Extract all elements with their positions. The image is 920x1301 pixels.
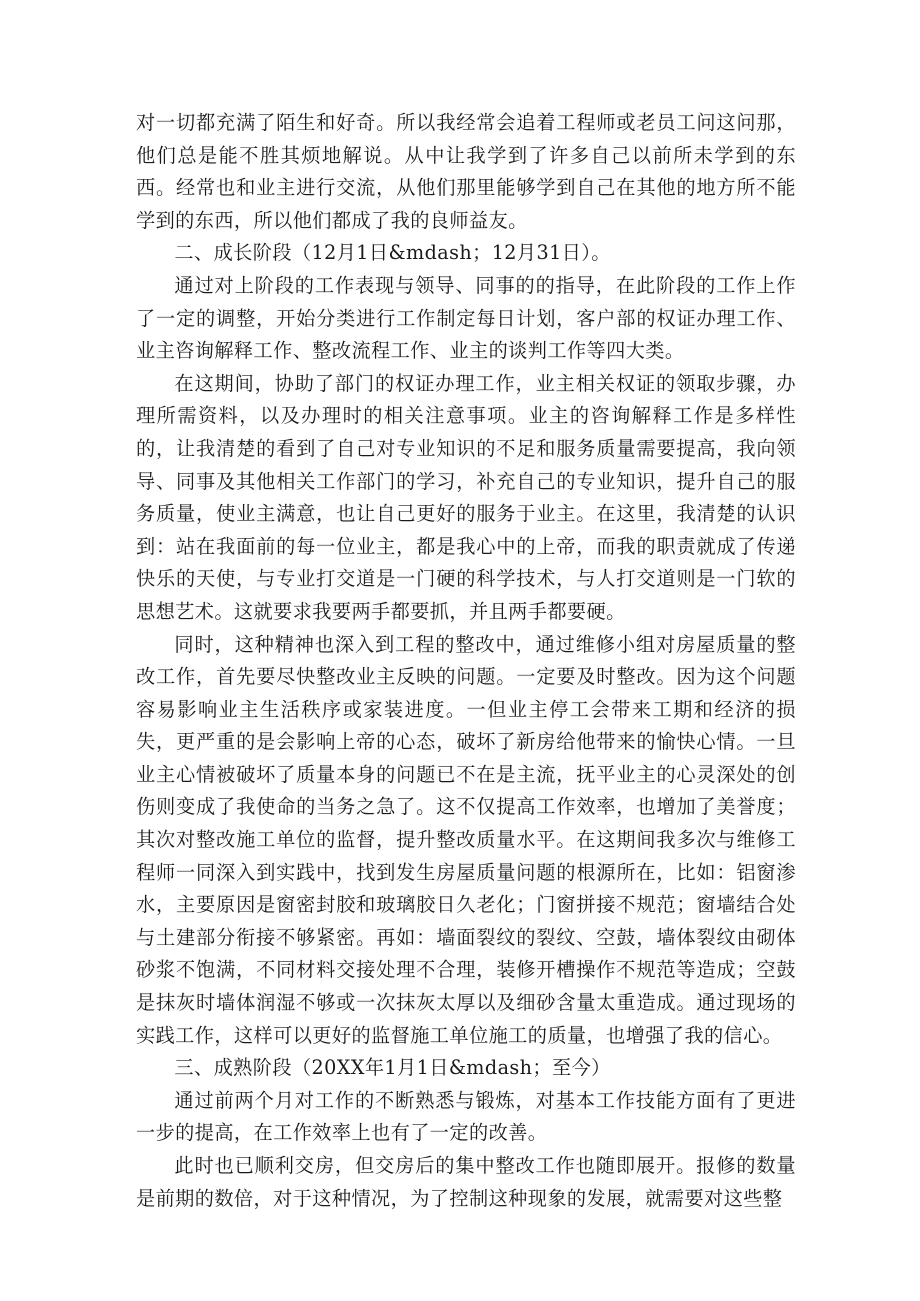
section-heading-mature-stage: 三、成熟阶段（20XX年1月1日&mdash；至今） <box>174 1056 611 1080</box>
paragraph: 在这期间，协助了部门的权证办理工作，业主相关权证的领取步骤，办理所需资料，以及办理时的相关注意事项。业主的咨询解释工作是多样性的，让我清楚的看到了自己对专业知识的不足和服务质量需要提高，我向领导、同事及其他相关工作部门的学习，补充自己的专业知识，提升自己的服务质量，使业主满意，也让自己更好的服务于业主。在这里，我清楚的认识到：站在我面前的每一位业主，都是我心中的上帝，而我的职责就成了传递快乐的天使，与专业打交道是一门硬的科学技术，与人打交道则是一门软的思想艺术。这就要求我要两手都要抓，并且两手都要硬。 <box>136 371 796 623</box>
document-page <box>136 107 796 1215</box>
paragraph: 通过前两个月对工作的不断熟悉与锻炼，对基本工作技能方面有了更进一步的提高，在工作效率上也有了一定的改善。 <box>136 1088 796 1145</box>
paragraph-continuation: 对一切都充满了陌生和好奇。所以我经常会追着工程师或老员工问这问那，他们总是能不胜其烦地解说。从中让我学到了许多自己以前所未学到的东西。经常也和业主进行交流，从他们那里能够学到自己在其他的地方所不能学到的东西，所以他们都成了我的良师益友。 <box>136 111 796 232</box>
paragraph: 通过对上阶段的工作表现与领导、同事的的指导，在此阶段的工作上作了一定的调整，开始分类进行工作制定每日计划，客户部的权证办理工作、业主咨询解释工作、整改流程工作、业主的谈判工作等四大类。 <box>136 273 796 363</box>
paragraph: 同时，这种精神也深入到工程的整改中，通过维修小组对房屋质量的整改工作，首先要尽快整改业主反映的问题。一定要及时整改。因为这个问题容易影响业主生活秩序或家装进度。一但业主停工会带来工期和经济的损失，更严重的是会影响上帝的心态，破坏了新房给他带来的愉快心情。一旦业主心情被破坏了质量本身的问题已不在是主流，抚平业主的心灵深处的创伤则变成了我使命的当务之急了。这不仅提高工作效率，也增加了美誉度；其次对整改施工单位的监督，提升整改质量水平。在这期间我多次与维修工程师一同深入到实践中，找到发生房屋质量问题的根源所在，比如：铝窗渗水，主要原因是窗密封胶和玻璃胶日久老化；门窗拼接不规范；窗墙结合处与土建部分衔接不够紧密。再如：墙面裂纹的裂纹、空鼓，墙体裂纹由砌体砂浆不饱满，不同材料交接处理不合理，装修开槽操作不规范等造成；空鼓是抹灰时墙体润湿不够或一次抹灰太厚以及细砂含量太重造成。通过现场的实践工作，这样可以更好的监督施工单位施工的质量，也增强了我的信心。 <box>136 632 796 1047</box>
paragraph-truncated: 此时也已顺利交房，但交房后的集中整改工作也随即展开。报修的数量是前期的数倍，对于这种情况，为了控制这种现象的发展，就需要对这些整 <box>136 1154 796 1210</box>
section-heading-growth-stage: 二、成长阶段（12月1日&mdash；12月31日）。 <box>174 241 611 265</box>
